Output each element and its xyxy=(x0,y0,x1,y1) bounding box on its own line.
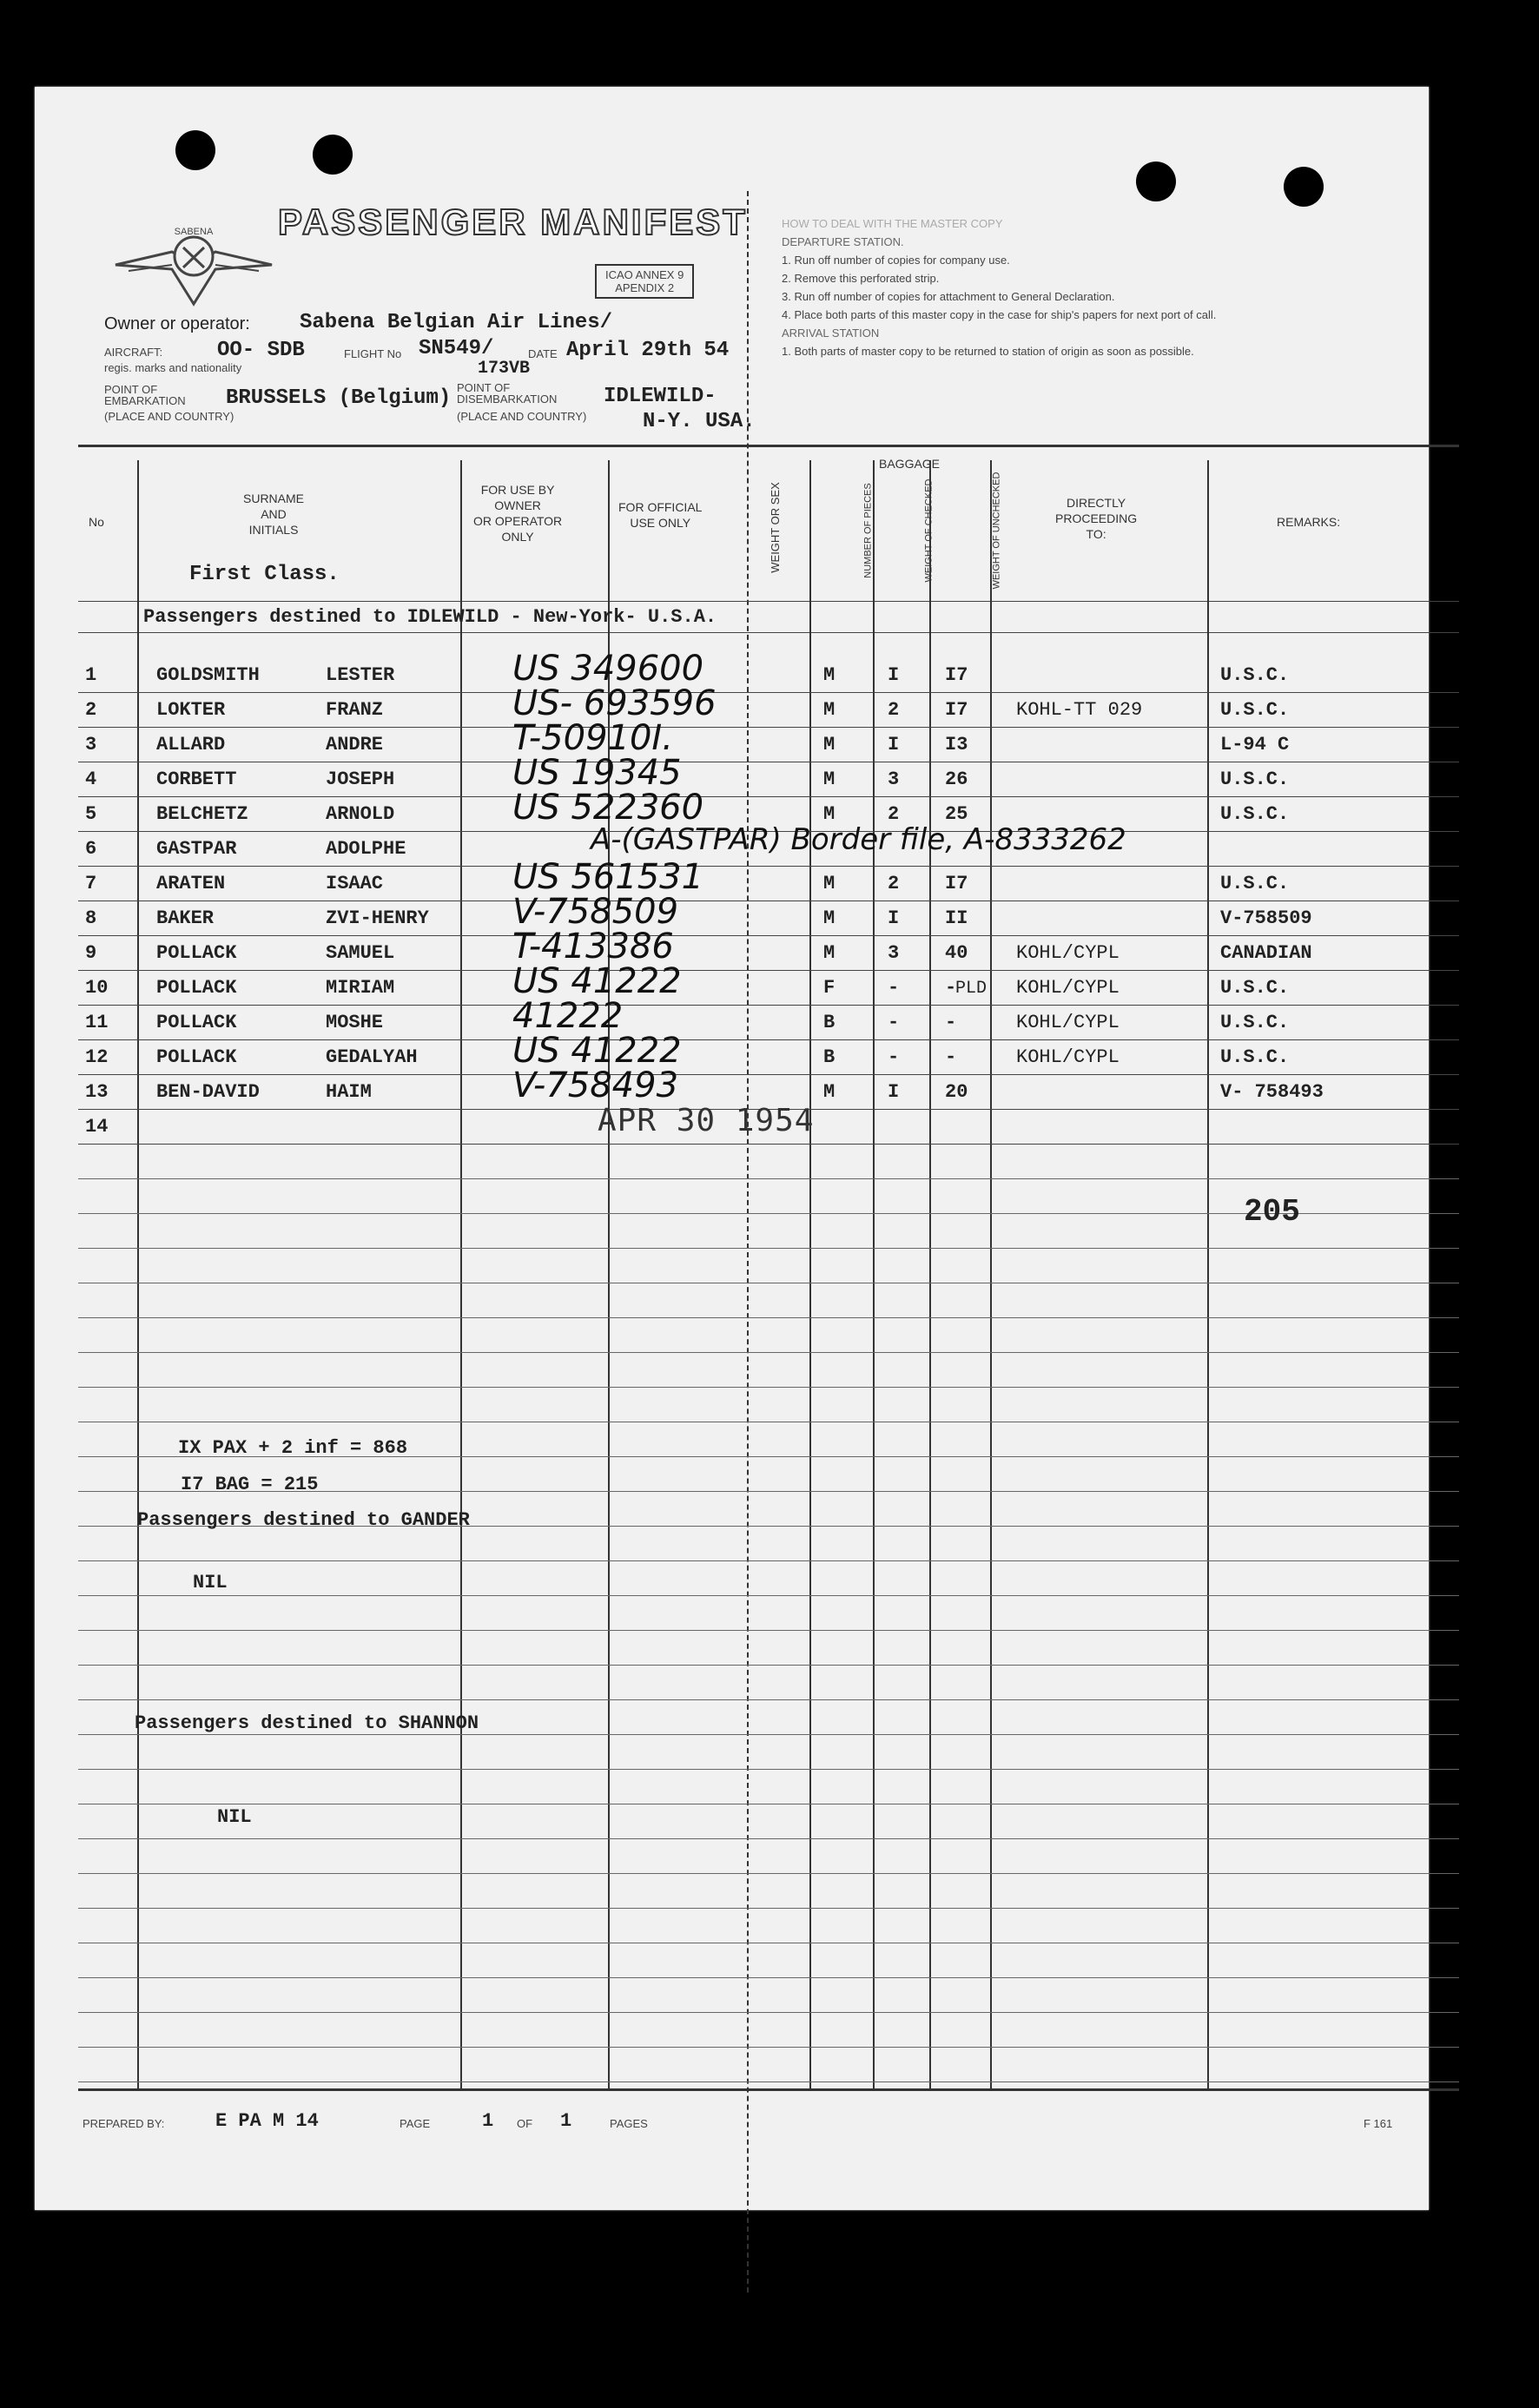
col-owner-use: FOR USE BY OWNER OR OPERATOR ONLY xyxy=(473,483,563,544)
page-label: PAGE xyxy=(400,2117,431,2130)
row-rule xyxy=(78,1039,1459,1040)
instruction-line: DEPARTURE STATION. xyxy=(782,235,904,248)
row-number: 4 xyxy=(85,769,97,790)
col-bag-pieces: NUMBER OF PIECES xyxy=(862,483,874,578)
handwritten-number: US 561531 xyxy=(512,857,704,897)
date-value: April 29th 54 xyxy=(566,339,730,362)
class-label: First Class. xyxy=(189,563,340,586)
flight-value-2: 173VB xyxy=(478,359,531,379)
disembark-label: POINT OF DISEMBARKATION xyxy=(457,381,558,406)
instructions-block xyxy=(782,217,1381,358)
handwritten-number: T-413386 xyxy=(512,927,674,966)
surname: ARATEN xyxy=(156,873,226,894)
row-rule xyxy=(78,1387,1459,1388)
handwritten-number: US 522360 xyxy=(512,788,704,828)
col-surname: SURNAME AND INITIALS xyxy=(243,491,305,537)
flight-value: SN549/ xyxy=(419,337,494,360)
pages-label: PAGES xyxy=(610,2117,648,2130)
row-rule xyxy=(78,1908,1459,1909)
remark: U.S.C. xyxy=(1220,1012,1290,1033)
section-rule xyxy=(78,632,1459,633)
page-title: PASSENGER MANIFEST xyxy=(278,201,748,242)
bag-weight: - xyxy=(945,1012,957,1033)
disembark-value-2: N-Y. USA. xyxy=(643,410,756,433)
gander-value: NIL xyxy=(193,1572,228,1593)
surname: BEN-DAVID xyxy=(156,1081,260,1103)
sex: B xyxy=(823,1046,836,1068)
row-rule xyxy=(78,1178,1459,1179)
handwritten-number: T-50910I. xyxy=(512,718,673,758)
pld-mark: PLD xyxy=(955,979,987,999)
bag-pieces: 2 xyxy=(888,803,900,825)
remark: L-94 C xyxy=(1220,734,1290,755)
instruction-line: 3. Run off number of copies for attachment to General Declaration. xyxy=(782,290,1115,303)
row-rule xyxy=(78,1734,1459,1735)
remark: U.S.C. xyxy=(1220,664,1290,686)
aircraft-reg-label: regis. marks and nationality xyxy=(104,361,242,374)
bag-pieces: I xyxy=(888,907,900,929)
row-number: 3 xyxy=(85,734,97,755)
bag-pieces: 3 xyxy=(888,769,900,790)
bag-weight: I7 xyxy=(945,664,968,686)
bag-pieces: - xyxy=(888,1012,900,1033)
row-rule xyxy=(78,1977,1459,1978)
row-rule xyxy=(78,796,1459,797)
surname: CORBETT xyxy=(156,769,237,790)
sex: M xyxy=(823,803,836,825)
remark: U.S.C. xyxy=(1220,873,1290,894)
remark: U.S.C. xyxy=(1220,769,1290,790)
row-number: 13 xyxy=(85,1081,109,1103)
sex: M xyxy=(823,664,836,686)
row-number: 11 xyxy=(85,1012,109,1033)
bag-pieces: 2 xyxy=(888,873,900,894)
first-name: LESTER xyxy=(326,664,395,686)
col-bag-weight: WEIGHT OF CHECKED xyxy=(923,478,935,583)
surname: BELCHETZ xyxy=(156,803,248,825)
col-no: No xyxy=(89,515,104,529)
bag-weight: 20 xyxy=(945,1081,968,1103)
bag-pieces: 3 xyxy=(888,942,900,964)
instruction-line: 1. Both parts of master copy to be returned to station of origin as soon as possible. xyxy=(782,345,1194,358)
row-number: 9 xyxy=(85,942,97,964)
row-number: 2 xyxy=(85,699,97,721)
row-rule xyxy=(78,1005,1459,1006)
bag-weight: II xyxy=(945,907,968,929)
col-rule xyxy=(1207,460,1209,2088)
surname: POLLACK xyxy=(156,1012,237,1033)
bag-weight: I3 xyxy=(945,734,968,755)
first-name: MOSHE xyxy=(326,1012,384,1033)
remark: CANADIAN xyxy=(1220,942,1312,964)
instruction-line: ARRIVAL STATION xyxy=(782,327,880,340)
row-rule xyxy=(78,1769,1459,1770)
handwritten-number: 41222 xyxy=(512,996,624,1036)
bag-pieces: 2 xyxy=(888,699,900,721)
bag-weight: - xyxy=(945,977,957,999)
first-name: HAIM xyxy=(326,1081,372,1103)
row-number: 6 xyxy=(85,838,97,860)
surname: LOKTER xyxy=(156,699,226,721)
shannon-value: NIL xyxy=(217,1806,252,1828)
row-number: 8 xyxy=(85,907,97,929)
first-name: FRANZ xyxy=(326,699,384,721)
header-bottom-rule xyxy=(78,601,1459,602)
first-name: JOSEPH xyxy=(326,769,395,790)
destination: KOHL/CYPL xyxy=(1016,1046,1120,1068)
first-name: GEDALYAH xyxy=(326,1046,418,1068)
footer-rule xyxy=(78,2088,1459,2091)
handwritten-number: US 19345 xyxy=(512,753,682,793)
row-number: 5 xyxy=(85,803,97,825)
destination: KOHL/CYPL xyxy=(1016,942,1120,964)
col-rule xyxy=(809,460,811,2088)
bag-pieces: I xyxy=(888,664,900,686)
date-label: DATE xyxy=(528,347,558,360)
bag-pieces: - xyxy=(888,1046,900,1068)
surname: GOLDSMITH xyxy=(156,664,260,686)
row-rule xyxy=(78,2081,1459,2082)
row-rule xyxy=(78,1873,1459,1874)
surname: POLLACK xyxy=(156,977,237,999)
surname: POLLACK xyxy=(156,942,237,964)
row-rule xyxy=(78,1144,1459,1145)
col-remarks: REMARKS: xyxy=(1277,515,1341,529)
punch-hole xyxy=(175,130,215,170)
first-name: ADOLPHE xyxy=(326,838,406,860)
col-official-use: FOR OFFICIAL USE ONLY xyxy=(618,500,703,530)
sabena-logo xyxy=(111,217,276,313)
bag-weight: 26 xyxy=(945,769,968,790)
section-shannon: Passengers destined to SHANNON xyxy=(135,1712,479,1734)
handwritten-number: A-(GASTPAR) Border file, A-8333262 xyxy=(591,822,1126,857)
punch-hole xyxy=(313,135,353,175)
col-bag-weight-2: WEIGHT OF UNCHECKED xyxy=(991,472,1002,590)
disembark-sub: (PLACE AND COUNTRY) xyxy=(457,410,587,423)
row-rule xyxy=(78,866,1459,867)
remark: U.S.C. xyxy=(1220,1046,1290,1068)
col-rule xyxy=(990,460,992,2088)
prepared-value: E PA M 14 xyxy=(215,2110,319,2132)
row-rule xyxy=(78,1352,1459,1353)
bag-pieces: I xyxy=(888,1081,900,1103)
instruction-line: 4. Place both parts of this master copy in the case for ship's papers for next port of call. xyxy=(782,308,1217,321)
sex: M xyxy=(823,942,836,964)
first-name: MIRIAM xyxy=(326,977,395,999)
remark: V-758509 xyxy=(1220,907,1312,929)
destination: KOHL-TT 029 xyxy=(1016,699,1143,721)
aircraft-label: AIRCRAFT: xyxy=(104,346,163,359)
embark-sub: (PLACE AND COUNTRY) xyxy=(104,410,234,423)
sex: M xyxy=(823,873,836,894)
embark-value: BRUSSELS (Belgium) xyxy=(226,386,452,410)
row-rule xyxy=(78,1699,1459,1700)
logo-text: SABENA xyxy=(174,227,214,237)
owner-label: Owner or operator: xyxy=(104,314,250,333)
bag-weight: 40 xyxy=(945,942,968,964)
embark-label: POINT OF EMBARKATION xyxy=(104,383,186,407)
remark: U.S.C. xyxy=(1220,699,1290,721)
bag-weight: - xyxy=(945,1046,957,1068)
handwritten-number: V-758509 xyxy=(512,892,679,932)
row-rule xyxy=(78,692,1459,693)
surname: ALLARD xyxy=(156,734,226,755)
row-rule xyxy=(78,1317,1459,1318)
of-label: OF xyxy=(517,2117,533,2130)
row-rule xyxy=(78,727,1459,728)
handwritten-number: US- 693596 xyxy=(512,683,717,723)
first-name: ARNOLD xyxy=(326,803,395,825)
first-name: ZVI-HENRY xyxy=(326,907,429,929)
surname: GASTPAR xyxy=(156,838,237,860)
date-stamp: APR 30 1954 xyxy=(598,1103,815,1138)
disembark-value: IDLEWILD- xyxy=(604,385,717,408)
remark: V- 758493 xyxy=(1220,1081,1324,1103)
bag-pieces: I xyxy=(888,734,900,755)
page-value: 1 xyxy=(482,2110,494,2132)
bag-weight: 25 xyxy=(945,803,968,825)
col-rule xyxy=(137,460,139,2088)
handwritten-number: US 349600 xyxy=(512,649,704,689)
row-rule xyxy=(78,1560,1459,1561)
row-rule xyxy=(78,1630,1459,1631)
row-rule xyxy=(78,1665,1459,1666)
row-rule xyxy=(78,1248,1459,1249)
manifest-sheet xyxy=(35,87,1429,2210)
col-baggage: BAGGAGE xyxy=(879,457,941,471)
sex: M xyxy=(823,907,836,929)
section-gander: Passengers destined to GANDER xyxy=(137,1509,470,1531)
col-rule xyxy=(873,460,875,2088)
bag-weight: I7 xyxy=(945,699,968,721)
col-proceeding: DIRECTLY PROCEEDING TO: xyxy=(1055,496,1138,541)
handwritten-number: US 41222 xyxy=(512,961,682,1001)
totals-pax: IX PAX + 2 inf = 868 xyxy=(178,1437,408,1459)
surname: POLLACK xyxy=(156,1046,237,1068)
row-number: 14 xyxy=(85,1116,109,1138)
form-code: F 161 xyxy=(1364,2117,1393,2130)
bag-pieces: - xyxy=(888,977,900,999)
handwritten-number: V-758493 xyxy=(512,1065,679,1105)
sex: F xyxy=(823,977,836,999)
col-rule xyxy=(460,460,462,2088)
instruction-line: 2. Remove this perforated strip. xyxy=(782,272,940,285)
row-number: 1 xyxy=(85,664,97,686)
instruction-line: 1. Run off number of copies for company use. xyxy=(782,254,1010,267)
col-weight: WEIGHT OR SEX xyxy=(768,482,782,573)
first-name: ISAAC xyxy=(326,873,384,894)
sex: M xyxy=(823,734,836,755)
destination: KOHL/CYPL xyxy=(1016,977,1120,999)
owner-value: Sabena Belgian Air Lines/ xyxy=(300,311,613,334)
instruction-line: HOW TO DEAL WITH THE MASTER COPY xyxy=(782,217,1003,230)
row-number: 7 xyxy=(85,873,97,894)
sex: M xyxy=(823,769,836,790)
table-top-rule xyxy=(78,445,1459,447)
icao-box: ICAO ANNEX 9 APENDIX 2 xyxy=(595,264,694,299)
handwritten-number: US 41222 xyxy=(512,1031,682,1071)
row-rule xyxy=(78,1838,1459,1839)
destination: KOHL/CYPL xyxy=(1016,1012,1120,1033)
remark: U.S.C. xyxy=(1220,977,1290,999)
row-rule xyxy=(78,1074,1459,1075)
row-number: 10 xyxy=(85,977,109,999)
remark: U.S.C. xyxy=(1220,803,1290,825)
row-rule xyxy=(78,1595,1459,1596)
sex: M xyxy=(823,699,836,721)
row-rule xyxy=(78,2047,1459,2048)
page-number-mark: 205 xyxy=(1244,1194,1300,1230)
row-rule xyxy=(78,935,1459,936)
sex: M xyxy=(823,1081,836,1103)
row-rule xyxy=(78,970,1459,971)
surname: BAKER xyxy=(156,907,215,929)
punch-hole xyxy=(1284,167,1324,207)
prepared-label: PREPARED BY: xyxy=(83,2117,165,2130)
aircraft-value: OO- SDB xyxy=(217,339,305,362)
first-name: SAMUEL xyxy=(326,942,395,964)
col-rule xyxy=(929,460,931,2088)
punch-hole xyxy=(1136,162,1176,201)
bag-weight: I7 xyxy=(945,873,968,894)
row-rule xyxy=(78,2012,1459,2013)
first-name: ANDRE xyxy=(326,734,384,755)
row-number: 12 xyxy=(85,1046,109,1068)
sex: B xyxy=(823,1012,836,1033)
of-value: 1 xyxy=(560,2110,572,2132)
totals-bags: I7 BAG = 215 xyxy=(181,1474,319,1495)
section-idlewild: Passengers destined to IDLEWILD - New-York- U.S.A. xyxy=(143,606,717,628)
flight-label: FLIGHT No xyxy=(344,347,402,360)
